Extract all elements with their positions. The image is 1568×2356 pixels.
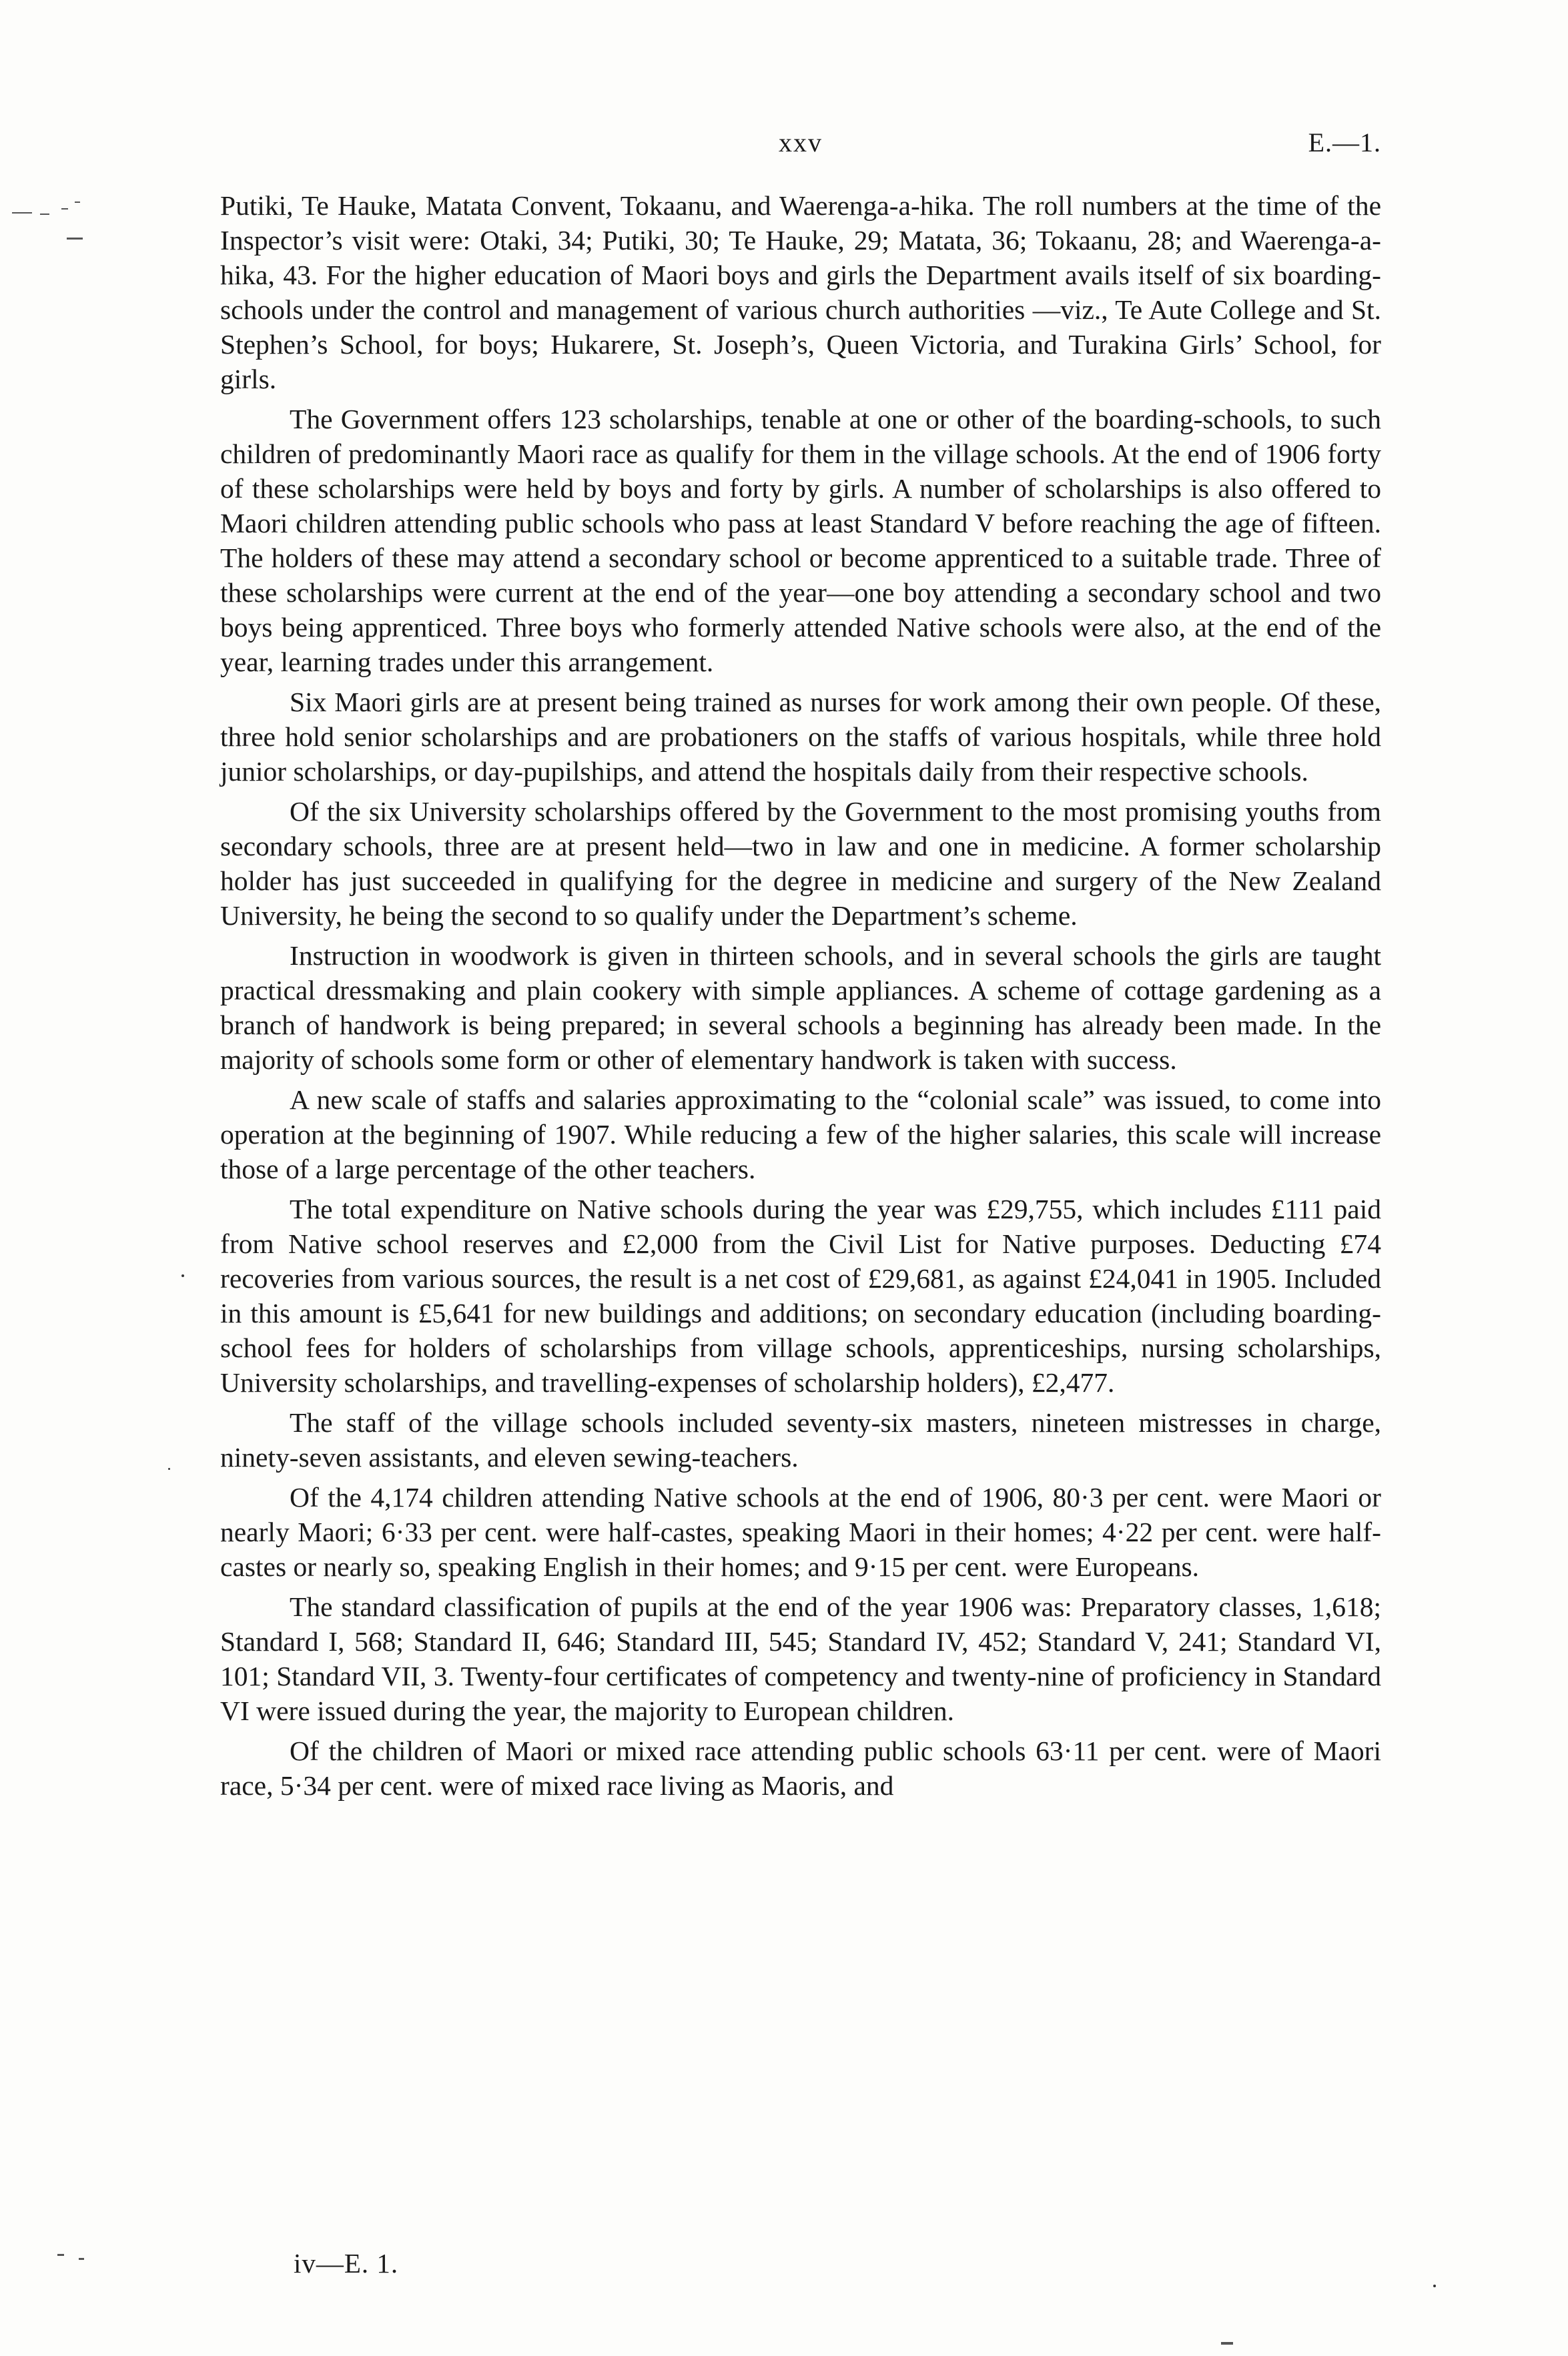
margin-speck [168,1468,170,1470]
margin-mark [40,214,49,215]
margin-mark [1221,2342,1233,2345]
paragraph-children-race: Of the 4,174 children attending Native schools at the end of 1906, 80·3 per cent. were Maori or nearly Maori; 6·33 per cent. were half-castes, speaking Maori in their homes; 4·22 per cent. were half-castes or nearly so, speaking English in their homes; and 9·15 per cent. were Europeans. [220,1482,1381,1582]
paragraph-salary-scale: A new scale of staffs and salaries approximating to the “colonial scale” was issued, to come into operation at the beginning of 1907. While reducing a few of the higher salaries, this scale will increase those of a large percentage of the other teachers. [220,1084,1381,1184]
margin-speck [1433,2285,1436,2287]
margin-mark [12,212,32,214]
margin-mark [67,238,83,240]
running-head [220,127,1381,167]
page-number: xxv [779,127,823,157]
paragraph-nurses: Six Maori girls are at present being trained as nurses for work among their own people. Of these, three hold senior scholarships and are probationers on the staffs of various hospitals, while three hold junior scholarships, or day-pupilships, and attend the hospitals daily from their respective schools. [220,687,1381,787]
paragraph-staff: The staff of the village schools included seventy-six masters, nineteen mistresses in charge, ninety-seven assistants, and eleven sewing-teachers. [220,1407,1381,1473]
margin-mark [79,2258,84,2260]
margin-mark [61,208,68,210]
margin-mark [75,202,80,203]
paragraph-woodwork: Instruction in woodwork is given in thirteen schools, and in several schools the girls are taught practical dressmaking and plain cookery with simple appliances. A scheme of cottage gardening as a branch of handwork is being prepared; in several schools a beginning has already been made. In the majority of schools some form or other of elementary handwork is taken with success. [220,940,1381,1075]
paragraph-public-schools: Of the children of Maori or mixed race attending public schools 63·11 per cent. were of Maori race, 5·34 per cent. were of mixed race living as Maoris, and [220,1735,1381,1801]
paragraph-university-scholarships: Of the six University scholarships offered by the Government to the most promising youths from secondary schools, three are at present held—two in law and one in medicine. A former scholarship holder has just succeeded in qualifying for the degree in medicine and surgery of the New Zealand University, he being the second to so qualify under the Department’s scheme. [220,796,1381,931]
paragraph-standard-classification: The standard classification of pupils at the end of the year 1906 was: Preparatory classes, 1,618; Standard I, 568; Standard II, 646; Standard III, 545; Standard IV, 452; Standard V, 241; Standard VI, 101; Standard VII, 3. Twenty-four certificates of competency and twenty-nine of proficiency in Standard VI were issued during the year, the majority to European children. [220,1591,1381,1726]
paragraph-scholarships: The Government offers 123 scholarships, tenable at one or other of the boarding-schools, to such children of predominantly Maori race as qualify for them in the village schools. At the end of 1906 forty of these scholarships were held by boys and forty by girls. A number of scholarships is also offered to Maori children attending public schools who pass at least Standard V before reaching the age of fifteen. The holders of these may attend a secondary school or become apprenticed to a suitable trade. Three of these scholarships were current at the end of the year—one boy attending a secondary school and two boys being apprenticed. Three boys who formerly attended Native schools were also, at the end of the year, learning trades under this arrangement. [220,404,1381,677]
body-text [220,188,1381,1808]
margin-speck [181,1274,184,1277]
margin-mark [57,2254,64,2256]
paragraph-schools-list: Putiki, Te Hauke, Matata Convent, Tokaanu, and Waerenga-a-hika. The roll numbers at the time of the Inspector’s visit were: Otaki, 34; Putiki, 30; Te Hauke, 29; Matata, 36; Tokaanu, 28; and Waerenga-a-hika, 43. For the higher education of Maori boys and girls the Department avails itself of six boarding-schools under the control and management of various church authorities —viz., Te Aute College and St. Stephen’s School, for boys; Hukarere, St. Joseph’s, Queen Victoria, and Turakina Girls’ School, for girls. [220,190,1381,394]
signature-mark: iv—E. 1. [294,2248,399,2279]
document-code: E.—1. [1308,127,1381,157]
paragraph-expenditure: The total expenditure on Native schools during the year was £29,755, which includes £111 paid from Native school reserves and £2,000 from the Civil List for Native purposes. Deducting £74 recoveries from various sources, the result is a net cost of £29,681, as against £24,041 in 1905. Included in this amount is £5,641 for new buildings and additions; on secondary education (including boarding-school fees for holders of scholarships from village schools, apprenticeships, nursing scholarships, University scholarships, and travelling-expenses of scholarship holders), £2,477. [220,1194,1381,1398]
